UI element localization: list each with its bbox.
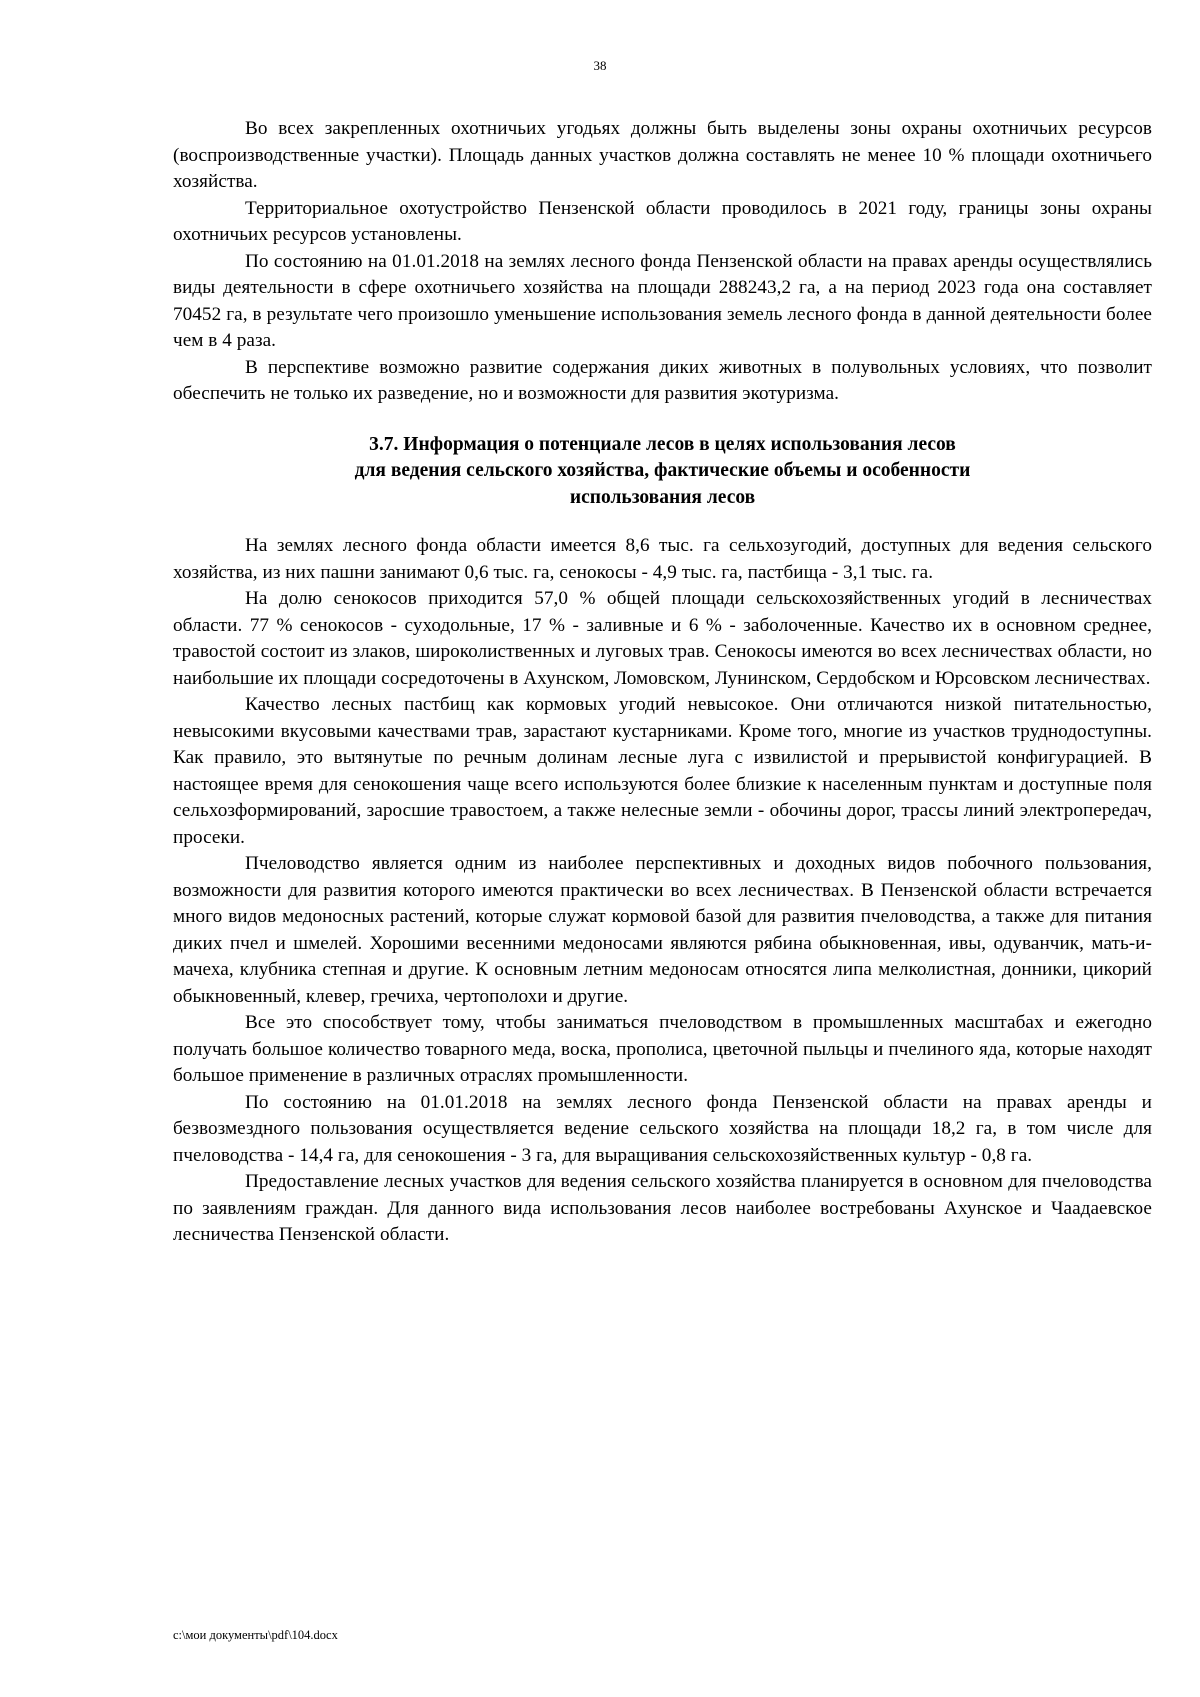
paragraph-hayfields: На долю сенокосов приходится 57,0 % общей площади сельскохозяйственных угодий в лесничествах области. 77 % сенокосов - суходольные, 17 % - заливные и 6 % - заболоченные. Качество их в основном среднее, травостой состоит из злаков, широколиственных и луговых трав. Сенокосы имеются во всех лесничествах области, но наибольшие их площади сосредоточены в Ахунском, Ломовском, Лунинском, Сердобском и Юрсовском лесничествах.: [173, 588, 1152, 689]
footer-file-path: c:\мои документы\pdf\104.docx: [173, 1628, 338, 1642]
paragraph-beekeeping: Пчеловодство является одним из наиболее перспективных и доходных видов побочного пользования, возможности для развития которого имеются практически во всех лесничествах. В Пензенской области встречается много видов медоносных растений, которые служат кормовой базой для развития пчеловодства, а также для питания диких пчел и шмелей. Хорошими весенними медоносами являются рябина обыкновенная, ивы, одуванчик, мать-и-мачеха, клубника степная и другие. К основным летним медоносам относятся липа мелколистная, донники, цикорий обыкновенный, клевер, гречиха, чертополохи и другие.: [173, 853, 1152, 1007]
section-heading-line-3: использования лесов: [569, 486, 756, 508]
paragraph-ecotourism: В перспективе возможно развитие содержания диких животных в полувольных условиях, что позволит обеспечить не только их разведение, но и возможности для развития экотуризма.: [173, 356, 1152, 404]
paragraph-beekeeping-products: Все это способствует тому, чтобы заниматься пчеловодством в промышленных масштабах и ежегодно получать большое количество товарного меда, воска, прополиса, цветочной пыльцы и пчелиного яда, которые находят большое применение в различных отраслях промышленности.: [173, 1012, 1152, 1086]
paragraph-hunting-lease-area: По состоянию на 01.01.2018 на землях лесного фонда Пензенской области на правах аренды осуществлялись виды деятельности в сфере охотничьего хозяйства на площади 288243,2 га, а на период 2023 года она составляет 70452 га, в результате чего произошло уменьшение использования земель лесного фонда в данной деятельности более чем в 4 раза.: [173, 250, 1152, 351]
paragraph-forest-plots-provision: Предоставление лесных участков для ведения сельского хозяйства планируется в основном для пчеловодства по заявлениям граждан. Для данного вида использования лесов наиболее востребованы Ахунское и Чаадаевское лесничества Пензенской области.: [173, 1171, 1152, 1245]
paragraph-agriculture-lease-area: По состоянию на 01.01.2018 на землях лесного фонда Пензенской области на правах аренды и безвозмездного пользования осуществляется ведение сельского хозяйства на площади 18,2 га, в том числе для пчеловодства - 14,4 га, для сенокошения - 3 га, для выращивания сельскохозяйственных культур - 0,8 га.: [173, 1091, 1152, 1166]
paragraph-hunting-zones: Во всех закрепленных охотничьих угодьях должны быть выделены зоны охраны охотничьих ресурсов (воспроизводственные участки). Площадь данных участков должна составлять не менее 10 % площади охотничьего хозяйства.: [173, 118, 1152, 192]
section-heading: [173, 432, 1152, 512]
paragraph-pastures: Качество лесных пастбищ как кормовых угодий невысокое. Они отличаются низкой питательностью, невысокими вкусовыми качествами трав, зарастают кустарниками. Кроме того, многие из участков труднодоступны. Как правило, это вытянутые по речным долинам лесные луга с извилистой и прерывистой конфигурацией. В настоящее время для сенокошения чаще всего используются более близкие к населенным пунктам и доступные поля сельхозформирований, заросшие травостоем, а также нелесные земли - обочины дорог, трассы линий электропередач, просеки.: [173, 694, 1152, 848]
paragraph-hunting-survey: Территориальное охотустройство Пензенской области проводилось в 2021 году, границы зоны охраны охотничьих ресурсов установлены.: [173, 197, 1152, 245]
section-heading-line-1: 3.7. Информация о потенциале лесов в целях использования лесов: [369, 433, 956, 455]
page-body: [173, 116, 1152, 1249]
section-heading-line-2: для ведения сельского хозяйства, фактические объемы и особенности: [354, 460, 971, 481]
page-number: 38: [593, 58, 607, 73]
paragraph-farmland-area: На землях лесного фонда области имеется 8,6 тыс. га сельхозугодий, доступных для ведения сельского хозяйства, из них пашни занимают 0,6 тыс. га, сенокосы - 4,9 тыс. га, пастбища - 3,1 тыс. га.: [173, 535, 1152, 583]
